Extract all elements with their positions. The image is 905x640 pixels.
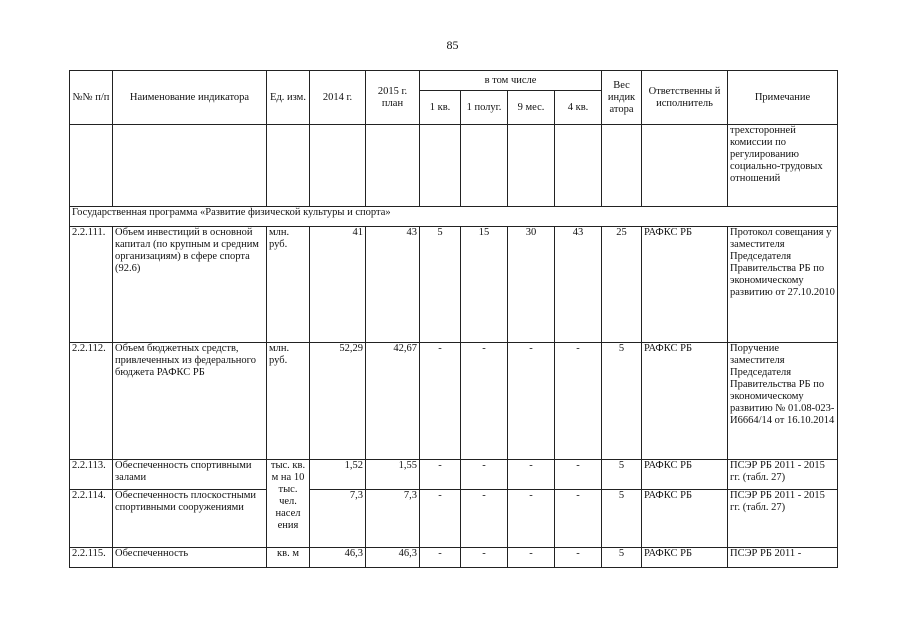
- header-note: Примечание: [728, 71, 838, 125]
- table-row: [70, 490, 838, 548]
- row-unit: кв. м: [267, 548, 310, 568]
- row-unit: млн. руб.: [267, 227, 310, 343]
- section-title: Государственная программа «Развитие физической культуры и спорта»: [70, 207, 838, 227]
- cell-empty: [508, 125, 555, 207]
- row-unit: млн. руб.: [267, 343, 310, 460]
- row-note: Поручение заместителя Председателя Правительства РБ по экономическому развитию № 01.08-023-И6664/14 от 16.10.2014: [728, 343, 838, 460]
- row-2014: 46,3: [310, 548, 366, 568]
- row-num: 2.2.114.: [70, 490, 113, 548]
- header-q4: 4 кв.: [555, 91, 602, 125]
- row-note: ПСЭР РБ 2011 - 2015 гг. (табл. 27): [728, 460, 838, 490]
- page-number: 85: [446, 38, 459, 52]
- header-including: в том числе: [420, 71, 602, 91]
- row-2015: 1,55: [366, 460, 420, 490]
- header-2014: 2014 г.: [310, 71, 366, 125]
- row-weight: 5: [602, 548, 642, 568]
- row-num: 2.2.112.: [70, 343, 113, 460]
- table-row: [70, 548, 838, 568]
- cell-empty: [555, 125, 602, 207]
- row-9m: -: [508, 460, 555, 490]
- row-name: Обеспеченность: [113, 548, 267, 568]
- header-name: Наименование индикатора: [113, 71, 267, 125]
- cell-empty: [642, 125, 728, 207]
- header-h1: 1 полуг.: [461, 91, 508, 125]
- row-q1: -: [420, 548, 461, 568]
- row-weight: 25: [602, 227, 642, 343]
- row-q4: 43: [555, 227, 602, 343]
- row-responsible: РАФКС РБ: [642, 460, 728, 490]
- row-responsible: РАФКС РБ: [642, 343, 728, 460]
- row-2015: 7,3: [366, 490, 420, 548]
- row-num: 2.2.113.: [70, 460, 113, 490]
- row-9m: -: [508, 343, 555, 460]
- row-q4: -: [555, 343, 602, 460]
- row-q4: -: [555, 548, 602, 568]
- row-weight: 5: [602, 460, 642, 490]
- row-responsible: РАФКС РБ: [642, 548, 728, 568]
- row-h1: -: [461, 460, 508, 490]
- cell-empty: [310, 125, 366, 207]
- table-row: [70, 227, 838, 343]
- row-name: Объем инвестиций в основной капитал (по крупным и средним организациям) в сфере спорта (92.6): [113, 227, 267, 343]
- row-note: ПСЭР РБ 2011 - 2015 гг. (табл. 27): [728, 490, 838, 548]
- cell-empty: [113, 125, 267, 207]
- row-2014: 7,3: [310, 490, 366, 548]
- header-9m: 9 мес.: [508, 91, 555, 125]
- row-2014: 52,29: [310, 343, 366, 460]
- cell-empty: [461, 125, 508, 207]
- row-name: Объем бюджетных средств, привлеченных из федерального бюджета РАФКС РБ: [113, 343, 267, 460]
- row-h1: -: [461, 343, 508, 460]
- table-row: [70, 460, 838, 490]
- row-h1: -: [461, 490, 508, 548]
- row-num: 2.2.111.: [70, 227, 113, 343]
- cell-empty: [70, 125, 113, 207]
- header-responsible: Ответственны й исполнитель: [642, 71, 728, 125]
- header-unit: Ед. изм.: [267, 71, 310, 125]
- row-name: Обеспеченность плоскостными спортивными сооружениями: [113, 490, 267, 548]
- row-q1: 5: [420, 227, 461, 343]
- row-9m: 30: [508, 227, 555, 343]
- cell-empty: [420, 125, 461, 207]
- section-row: [70, 207, 838, 227]
- row-weight: 5: [602, 343, 642, 460]
- row-h1: -: [461, 548, 508, 568]
- cell-empty: [267, 125, 310, 207]
- row-2015: 42,67: [366, 343, 420, 460]
- table-row: [70, 343, 838, 460]
- row-q1: -: [420, 490, 461, 548]
- row-9m: -: [508, 490, 555, 548]
- row-q4: -: [555, 460, 602, 490]
- row-note: ПСЭР РБ 2011 -: [728, 548, 838, 568]
- cell-empty: [602, 125, 642, 207]
- header-row-1: [70, 71, 838, 91]
- table-row-continuation: [70, 125, 838, 207]
- row-q1: -: [420, 460, 461, 490]
- row-weight: 5: [602, 490, 642, 548]
- header-q1: 1 кв.: [420, 91, 461, 125]
- header-2015: 2015 г. план: [366, 71, 420, 125]
- row-9m: -: [508, 548, 555, 568]
- row-unit: тыс. кв. м на 10 тыс. чел. насел ения: [267, 460, 310, 548]
- row-responsible: РАФКС РБ: [642, 227, 728, 343]
- row-note: Протокол совещания у заместителя Председателя Правительства РБ по экономическому развитию от 27.10.2010: [728, 227, 838, 343]
- row-q4: -: [555, 490, 602, 548]
- header-num: №№ п/п: [70, 71, 113, 125]
- row-2015: 46,3: [366, 548, 420, 568]
- row-2015: 43: [366, 227, 420, 343]
- indicators-table: [69, 70, 838, 568]
- row-2014: 1,52: [310, 460, 366, 490]
- row-2014: 41: [310, 227, 366, 343]
- row-h1: 15: [461, 227, 508, 343]
- cell-empty: [366, 125, 420, 207]
- row-responsible: РАФКС РБ: [642, 490, 728, 548]
- header-weight: Вес индик атора: [602, 71, 642, 125]
- row-num: 2.2.115.: [70, 548, 113, 568]
- row-q1: -: [420, 343, 461, 460]
- continued-note: трехсторонней комиссии по регулированию социально-трудовых отношений: [728, 125, 838, 207]
- row-name: Обеспеченность спортивными залами: [113, 460, 267, 490]
